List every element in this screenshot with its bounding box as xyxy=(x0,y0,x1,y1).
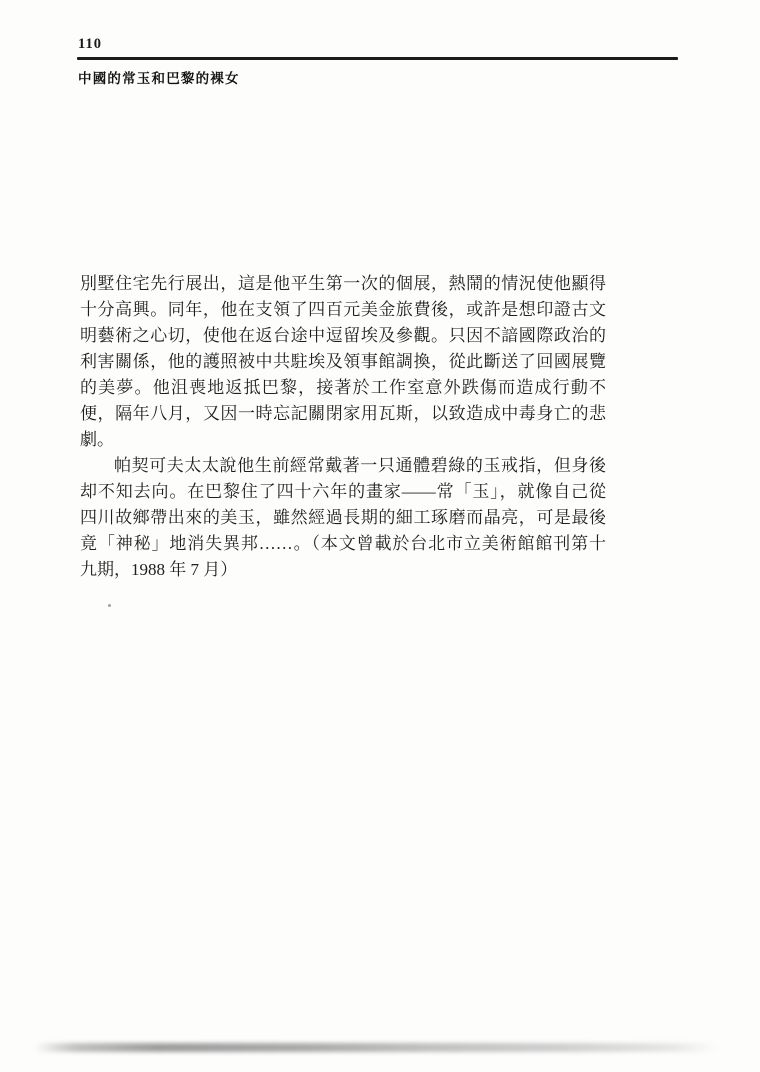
header-rule xyxy=(77,57,678,60)
text-line: 便，隔年八月，又因一時忘記關閉家用瓦斯，以致造成中毒身亡的悲 xyxy=(80,404,606,423)
paragraph xyxy=(80,271,606,453)
text-line: 十分高興。同年，他在支領了四百元美金旅費後，或許是想印證古文 xyxy=(80,300,606,319)
paragraph xyxy=(80,453,606,583)
text-line: 四川故鄉帶出來的美玉，雖然經過長期的細工琢磨而晶亮，可是最後 xyxy=(80,508,606,527)
text-line: 却不知去向。在巴黎住了四十六年的畫家——常「玉」，就像自己從 xyxy=(80,482,606,501)
text-line: 九期，1988 年 7 月） xyxy=(80,560,238,579)
text-line: 別墅住宅先行展出，這是他平生第一次的個展，熱鬧的情況使他顯得 xyxy=(80,274,606,293)
running-title: 中國的常玉和巴黎的裸女 xyxy=(78,71,240,86)
page-number: 110 xyxy=(78,36,102,52)
text-line: 劇。 xyxy=(80,430,114,449)
text-line: 明藝術之心切，使他在返台途中逗留埃及參觀。只因不諳國際政治的 xyxy=(80,326,606,345)
ink-speck xyxy=(108,604,111,607)
scan-smudge-artifact xyxy=(34,1043,718,1052)
text-line: 帕契可夫太太說他生前經常戴著一只通體碧綠的玉戒指，但身後 xyxy=(114,456,606,475)
body-text xyxy=(80,271,606,583)
text-line: 的美夢。他沮喪地返抵巴黎，接著於工作室意外跌傷而造成行動不 xyxy=(80,378,606,397)
text-line: 竟「神秘」地消失異邦……。（本文曾載於台北市立美術館館刊第十 xyxy=(80,534,606,553)
text-line: 利害關係，他的護照被中共駐埃及領事館調換，從此斷送了回國展覽 xyxy=(80,352,606,371)
